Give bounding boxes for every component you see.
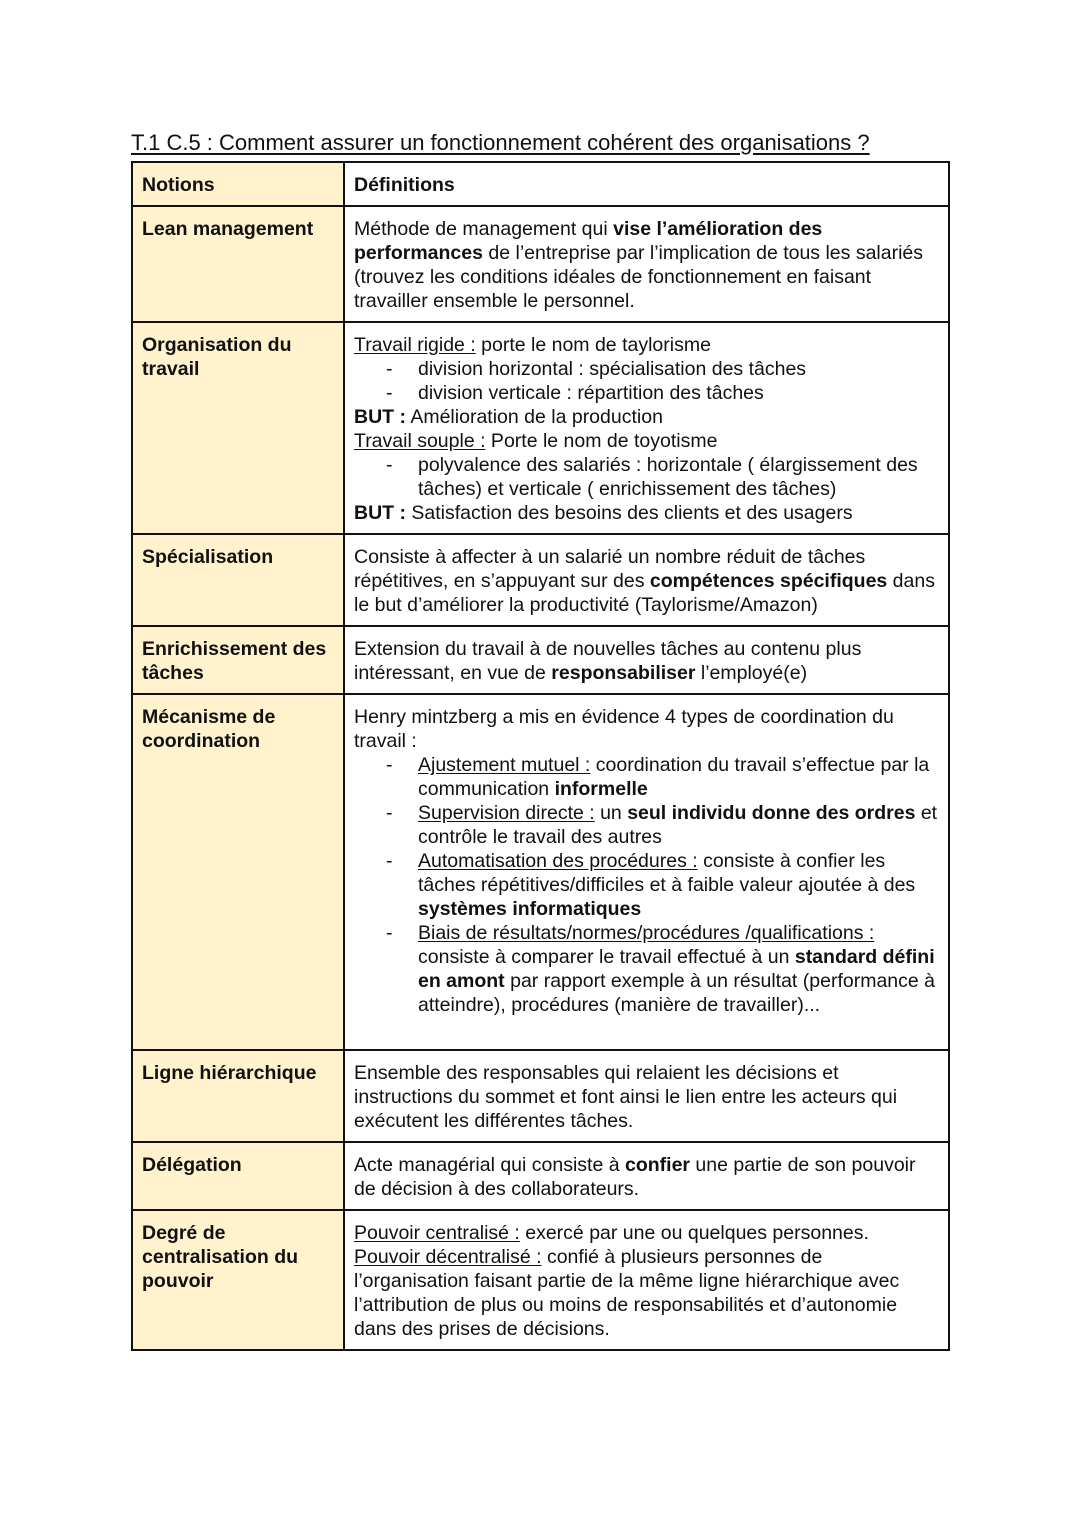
- definition-emphasis: vise l’amélioration des performances: [354, 218, 823, 264]
- definition-text: Méthode de management qui: [354, 218, 614, 240]
- definition-emphasis: systèmes informatiques: [418, 898, 642, 920]
- page-title: T.1 C.5 : Comment assurer un fonctionnement cohérent des organisations ?: [131, 130, 870, 155]
- definition-line: [354, 429, 939, 453]
- header-notions: Notions: [132, 162, 344, 206]
- notion-definition: [344, 626, 949, 694]
- definition-text: Consiste à affecter à un salarié un nombre réduit de tâches répétitives, en s’appuyant sur des: [354, 546, 866, 592]
- definition-text: Ensemble des responsables qui relaient les décisions et instructions du sommet et font ainsi le lien entre les acteurs qui exécutent les différentes tâches.: [354, 1062, 898, 1132]
- notion-definition: [344, 1050, 949, 1142]
- definition-text: par rapport exemple à un résultat (performance à atteindre), procédures (manière de travailler)...: [418, 970, 935, 1016]
- notion-term: Organisation du travail: [132, 322, 344, 534]
- definition-text: un: [594, 802, 628, 824]
- definition-line: [354, 333, 939, 357]
- definition-underlined: Travail rigide :: [354, 334, 476, 356]
- definition-emphasis: BUT :: [354, 502, 406, 524]
- definition-underlined: Ajustement mutuel :: [418, 754, 591, 776]
- definition-line: [354, 1245, 939, 1341]
- definition-emphasis: confier: [624, 1154, 690, 1176]
- definition-underlined: Biais de résultats/normes/procédures /qualifications :: [418, 922, 875, 944]
- definition-text: l’employé(e): [695, 662, 808, 684]
- table-header-row: [132, 162, 949, 206]
- notion-term: Spécialisation: [132, 534, 344, 626]
- header-definitions: Définitions: [344, 162, 949, 206]
- list-item: - division horizontal : spécialisation des tâches: [354, 357, 939, 381]
- notion-definition: [344, 206, 949, 322]
- definition-emphasis: informelle: [554, 778, 648, 800]
- table-row: [132, 1210, 949, 1350]
- definition-emphasis: compétences spécifiques: [649, 570, 888, 592]
- table-row: [132, 1142, 949, 1210]
- definition-text: porte le nom de taylorisme: [475, 334, 711, 356]
- table-row: [132, 1050, 949, 1142]
- definition-text: exercé par une ou quelques personnes.: [519, 1222, 869, 1244]
- notion-definition: [344, 1210, 949, 1350]
- definition-emphasis: standard défini en amont: [418, 946, 935, 992]
- notion-definition: [344, 322, 949, 534]
- notions-table: [131, 161, 950, 1351]
- notion-term: Lean management: [132, 206, 344, 322]
- definition-line: [354, 405, 939, 429]
- notion-definition: [344, 1142, 949, 1210]
- notion-term: Ligne hiérarchique: [132, 1050, 344, 1142]
- definition-line: [354, 501, 939, 525]
- definition-emphasis: responsabiliser: [551, 662, 696, 684]
- definition-underlined: Pouvoir décentralisé :: [354, 1246, 542, 1268]
- list-item: [354, 801, 939, 849]
- table-row: [132, 534, 949, 626]
- table-row: [132, 626, 949, 694]
- definition-text: dans le but d’améliorer la productivité (Taylorisme/Amazon): [354, 570, 935, 616]
- definition-text: consiste à confier les tâches répétitives/difficiles et à faible valeur ajoutée à des: [418, 850, 916, 896]
- table-row: [132, 206, 949, 322]
- definition-text: Porte le nom de toyotisme: [485, 430, 718, 452]
- list-item: - polyvalence des salariés : horizontale ( élargissement des tâches) et verticale ( enrichissement des tâches): [354, 453, 939, 501]
- definition-text: une partie de son pouvoir de décision à des collaborateurs.: [354, 1154, 916, 1200]
- definition-underlined: Supervision directe :: [418, 802, 595, 824]
- list-item: [354, 921, 939, 1017]
- definition-emphasis: seul individu donne des ordres: [627, 802, 916, 824]
- list-item: [354, 753, 939, 801]
- notion-definition: [344, 534, 949, 626]
- definition-text: de l’entreprise par l’implication de tous les salariés (trouvez les conditions idéales de fonctionnement en faisant travailler ensemble le personnel.: [354, 242, 924, 312]
- definition-text: coordination du travail s’effectue par la communication: [418, 754, 930, 800]
- definition-emphasis: BUT :: [354, 406, 406, 428]
- notion-term: Mécanisme de coordination: [132, 694, 344, 1050]
- list-item: - division verticale : répartition des tâches: [354, 381, 939, 405]
- table-row: [132, 322, 949, 534]
- definition-text: confié à plusieurs personnes de l’organisation faisant partie de la même ligne hiérarchique avec l’attribution de plus ou moins de responsabilités et d’autonomie dans des prises de décisions.: [354, 1246, 900, 1340]
- notion-term: Degré de centralisation du pouvoir: [132, 1210, 344, 1350]
- notion-term: Enrichissement des tâches: [132, 626, 344, 694]
- table-row: [132, 694, 949, 1050]
- definition-line: [354, 1221, 939, 1245]
- definition-line: Henry mintzberg a mis en évidence 4 types de coordination du travail :: [354, 706, 894, 752]
- notion-definition: [344, 694, 949, 1050]
- notion-term: Délégation: [132, 1142, 344, 1210]
- definition-text: consiste à comparer le travail effectué à un: [418, 946, 795, 968]
- definition-underlined: Travail souple :: [354, 430, 486, 452]
- definition-text: Satisfaction des besoins des clients et des usagers: [406, 502, 853, 524]
- definition-text: Extension du travail à de nouvelles tâches au contenu plus intéressant, en vue de: [354, 638, 862, 684]
- definition-text: et contrôle le travail des autres: [418, 802, 938, 848]
- definition-underlined: Automatisation des procédures :: [418, 850, 698, 872]
- definition-underlined: Pouvoir centralisé :: [354, 1222, 520, 1244]
- definition-text: Acte managérial qui consiste à: [354, 1154, 625, 1176]
- definition-text: Amélioration de la production: [406, 406, 663, 428]
- list-item: [354, 849, 939, 921]
